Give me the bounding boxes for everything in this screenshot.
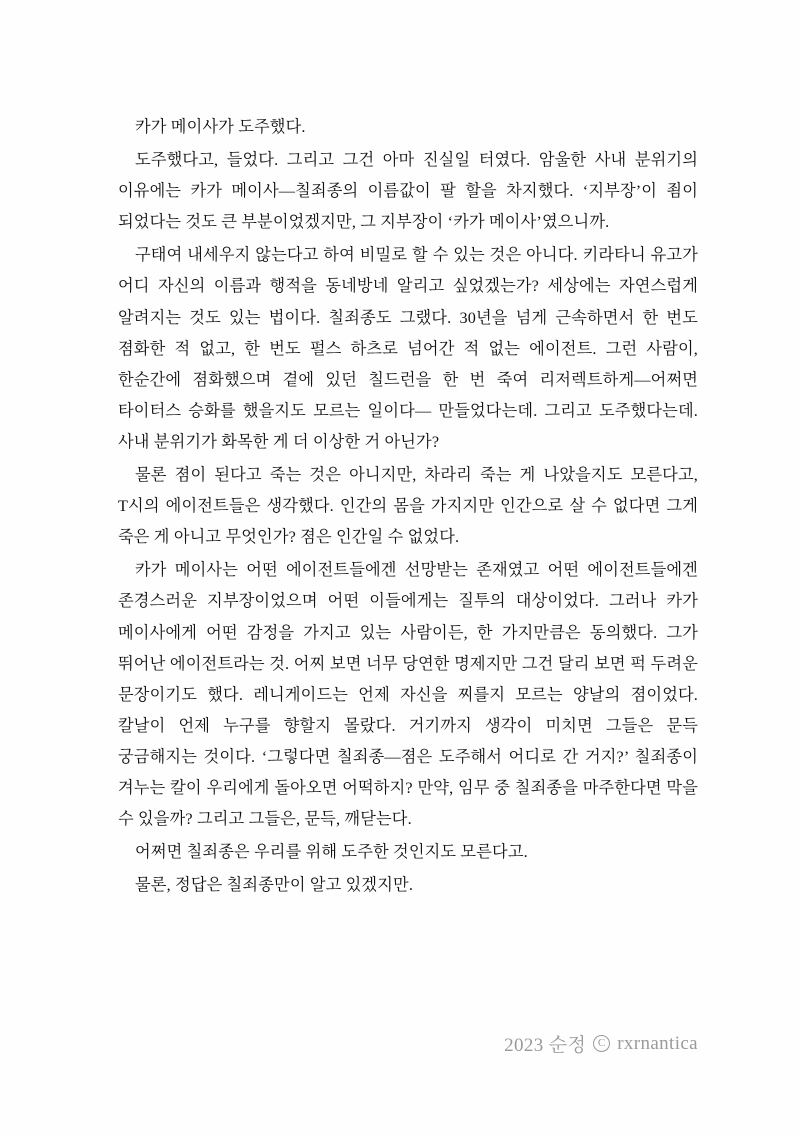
body-text-block	[118, 112, 698, 903]
copyright-icon: C	[593, 1035, 610, 1052]
paragraph: 물론 졈이 된다고 죽는 것은 아니지만, 차라리 죽는 게 나았을지도 모른다고, T시의 에이전트들은 생각했다. 인간의 몸을 가지지만 인간으로 살 수 없다면 그게 죽은 게 아니고 무엇인가? 졈은 인간일 수 없었다.	[118, 466, 698, 547]
paragraph: 도주했다고, 들었다. 그리고 그건 아마 진실일 터였다. 암울한 사내 분위기의 이유에는 카가 메이사—칠죄종의 이름값이 팔 할을 차지했다. ‘지부장’이 죔이 되었다는 것도 큰 부분이었겠지만, 그 지부장이 ‘카가 메이사’였으니까.	[118, 151, 698, 232]
footer-handle: rxrnantica	[617, 1032, 698, 1054]
paragraph: 카가 메이사는 어떤 에이전트들에겐 선망받는 존재였고 어떤 에이전트들에겐 존경스러운 지부장이었으며 어떤 이들에게는 질투의 대상이었다. 그러나 카가 메이사에게 어떤 감정을 가지고 있는 사람이든, 한 가지만큼은 동의했다. 그가 뛰어난 에이전트라는 것. 어찌 보면 너무 당연한 명제지만 그건 달리 보면 퍽 두려운 문장이기도 했다. 레니게이드는 언제 자신을 찌를지 모르는 양날의 졈이었다. 칼날이 언제 누구를 향할지 몰랐다. 거기까지 생각이 미치면 그들은 문득 궁금해지는 것이다. ‘그렇다면 칠죄종—졈은 도주해서 어디로 간 거지?’ 칠죄종이 겨누는 칼이 우리에게 돌아오면 어떡하지? 만약, 임무 중 칠죄종을 마주한다면 막을 수 있을까? 그리고 그들은, 문득, 깨닫는다.	[118, 561, 698, 829]
paragraph: 구태여 내세우지 않는다고 하여 비밀로 할 수 있는 것은 아니다. 키라타니 유고가 어디 자신의 이름과 행적을 동네방네 알리고 싶었겠는가? 세상에는 자연스럽게 알려지는 것도 있는 법이다. 칠죄종도 그랬다. 30년을 넘게 근속하면서 한 번도 졈화한 적 없고, 한 번도 펄스 하츠로 넘어간 적 없는 에이전트. 그런 사람이, 한순간에 졈화했으며 곁에 있던 칠드런을 한 번 죽여 리저렉트하게—어쩌면 타이터스 승화를 했을지도 모르는 일이다— 만들었다는데. 그리고 도주했다는데. 사내 분위기가 화목한 게 더 이상한 거 아닌가?	[118, 246, 698, 451]
paragraph: 카가 메이사가 도주했다.	[135, 118, 306, 136]
footer-year-author: 2023 순정	[504, 1035, 587, 1056]
paragraph: 물론, 정답은 칠죄종만이 알고 있겠지만.	[135, 876, 414, 895]
paragraph: 어쩌면 칠죄종은 우리를 위해 도주한 것인지도 모른다고.	[135, 843, 528, 862]
footer-credit	[504, 1030, 698, 1057]
